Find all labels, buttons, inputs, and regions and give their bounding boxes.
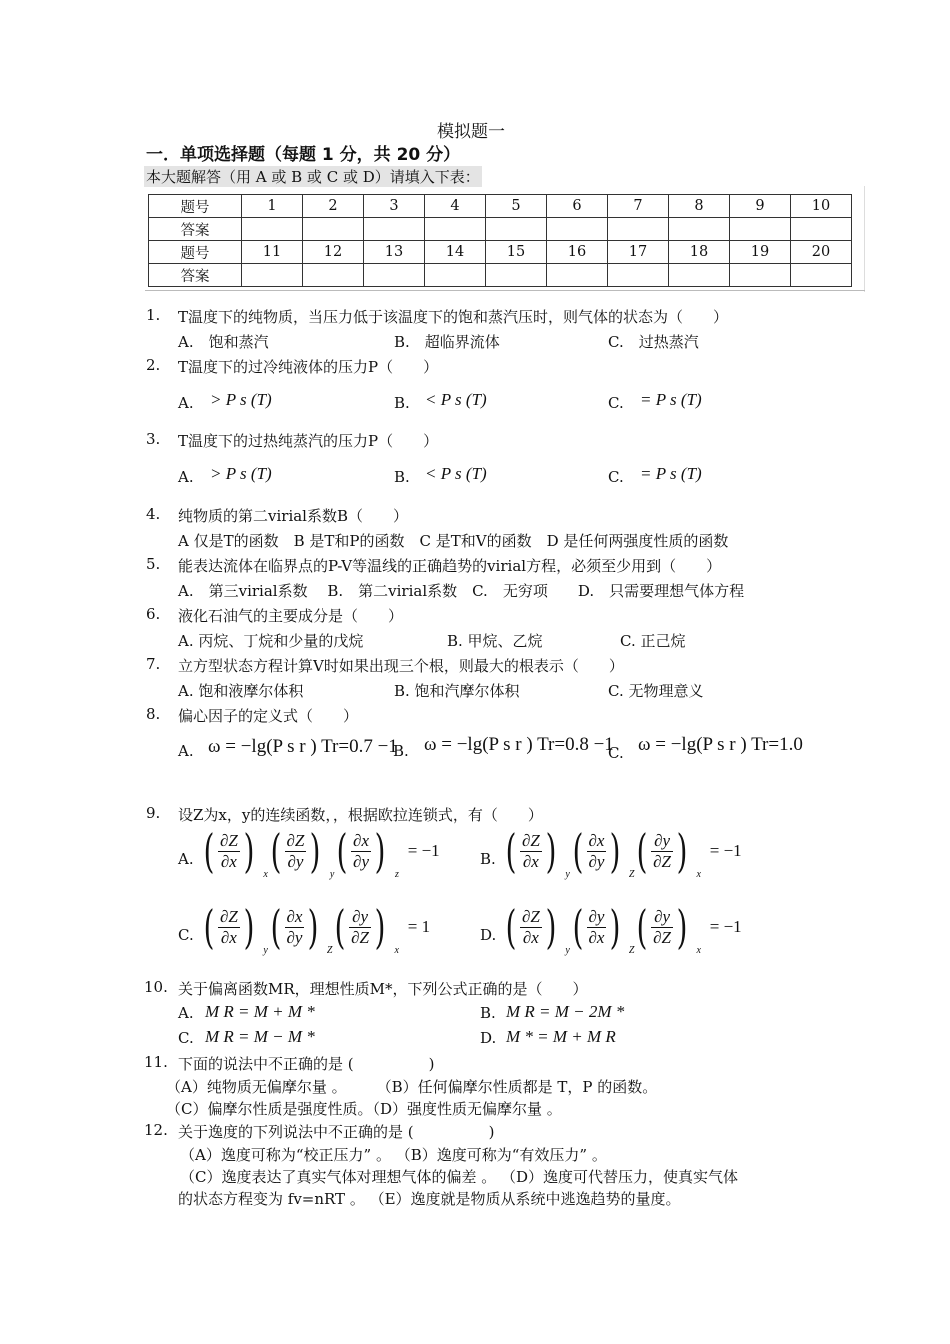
- answer-cell[interactable]: [669, 264, 730, 287]
- question-text: 纯物质的第二virial系数B（ ）: [178, 507, 409, 525]
- option-b: B.: [394, 468, 410, 486]
- statement-line: （A）纯物质无偏摩尔量 。 （B）任何偏摩尔性质都是 T，P 的函数。: [166, 1078, 658, 1096]
- option-c: C. 过热蒸汽: [608, 333, 699, 351]
- option-d-formula: M * = M + M R: [506, 1027, 616, 1046]
- option-b: B. 饱和汽摩尔体积: [394, 682, 520, 700]
- option-b: B.: [480, 850, 496, 868]
- cell: 8: [669, 195, 730, 218]
- answer-cell[interactable]: [669, 218, 730, 241]
- cell: 20: [791, 241, 852, 264]
- option-a: A.: [178, 468, 194, 486]
- option-a-formula: > P s (T): [210, 464, 272, 483]
- section-heading: 一．单项选择题（每题 1 分，共 20 分）: [146, 145, 461, 165]
- cell: 18: [669, 241, 730, 264]
- question-number: 2.: [146, 356, 161, 374]
- answer-cell[interactable]: [303, 264, 364, 287]
- question-text: 液化石油气的主要成分是（ ）: [178, 607, 404, 625]
- question-text: 能表达流体在临界点的P-V等温线的正确趋势的virial方程，必须至少用到（ ）: [178, 557, 722, 575]
- cell: 1: [242, 195, 303, 218]
- cell: 15: [486, 241, 547, 264]
- option-b-formula: ( $\frac{\partial Z}{\partial x}$ ) y ( $\frac{\partial x}{\partial y}$ ) Z ( $\frac{\partial y}{\partial Z}$ ) x = −1: [505, 824, 742, 880]
- question-text: 立方型状态方程计算V时如果出现三个根，则最大的根表示（ ）: [178, 657, 624, 675]
- question-text: T温度下的过热纯蒸汽的压力P（ ）: [178, 432, 439, 450]
- option-a: A. 丙烷、丁烷和少量的戊烷: [178, 632, 364, 650]
- cell: 6: [547, 195, 608, 218]
- option-d: D.: [480, 1029, 497, 1047]
- table-row: [149, 241, 852, 264]
- option-c-formula: = P s (T): [640, 464, 702, 483]
- answer-cell[interactable]: [486, 218, 547, 241]
- table-bottom-rule: [145, 290, 865, 291]
- option-a-formula: ω = −lg(P s r ) Tr=0.7 −1: [208, 736, 398, 757]
- cell: 4: [425, 195, 486, 218]
- option-c-formula: M R = M − M *: [205, 1027, 315, 1046]
- option-b-formula: M R = M − 2M *: [506, 1002, 625, 1021]
- statement-line: 的状态方程变为 fv=nRT 。 （E）逸度就是物质从系统中逃逸趋势的量度。: [178, 1190, 681, 1208]
- cell: 2: [303, 195, 364, 218]
- question-number: 5.: [146, 555, 161, 573]
- option-d-formula: ( $\frac{\partial Z}{\partial x}$ ) y ( $\frac{\partial y}{\partial x}$ ) Z ( $\frac{\partial y}{\partial Z}$ ) x = −1: [505, 900, 742, 956]
- answer-cell[interactable]: [608, 264, 669, 287]
- answer-cell[interactable]: [547, 218, 608, 241]
- options-line: A 仅是T的函数 B 是T和P的函数 C 是T和V的函数 D 是任何两强度性质的函数: [178, 532, 729, 550]
- table-edge: [864, 186, 865, 292]
- row-label: 题号: [149, 195, 242, 218]
- answer-cell[interactable]: [364, 218, 425, 241]
- cell: 14: [425, 241, 486, 264]
- answer-cell[interactable]: [242, 264, 303, 287]
- cell: 9: [730, 195, 791, 218]
- answer-cell[interactable]: [425, 218, 486, 241]
- option-b-formula: < P s (T): [425, 464, 487, 483]
- answer-cell[interactable]: [730, 218, 791, 241]
- answer-cell[interactable]: [486, 264, 547, 287]
- answer-cell[interactable]: [547, 264, 608, 287]
- statement-line: （C）偏摩尔性质是强度性质。（D）强度性质无偏摩尔量 。: [166, 1100, 562, 1118]
- option-c: C. 正己烷: [620, 632, 686, 650]
- answer-cell[interactable]: [242, 218, 303, 241]
- option-a-formula: > P s (T): [210, 390, 272, 409]
- option-a: A.: [178, 1004, 194, 1022]
- option-c-formula: ω = −lg(P s r ) Tr=1.0: [638, 734, 803, 755]
- statement-line: （C）逸度表达了真实气体对理想气体的偏差 。 （D）逸度可代替压力，使真实气体: [180, 1168, 739, 1186]
- option-b-formula: ω = −lg(P s r ) Tr=0.8 −1: [424, 734, 614, 755]
- cell: 5: [486, 195, 547, 218]
- answer-cell[interactable]: [425, 264, 486, 287]
- answer-cell[interactable]: [791, 218, 852, 241]
- option-b: B. 超临界流体: [394, 333, 500, 351]
- cell: 11: [242, 241, 303, 264]
- option-b: B.: [393, 742, 409, 760]
- cell: 12: [303, 241, 364, 264]
- instruction: 本大题解答（用 A 或 B 或 C 或 D）请填入下表：: [146, 168, 480, 186]
- option-d: D.: [480, 926, 497, 944]
- row-label: 题号: [149, 241, 242, 264]
- option-a: A.: [178, 850, 194, 868]
- option-a-formula: ( $\frac{\partial Z}{\partial x}$ ) x ( $\frac{\partial Z}{\partial y}$ ) y ( $\frac{\partial x}{\partial y}$ ) z = −1: [203, 824, 440, 880]
- option-c: C.: [178, 926, 194, 944]
- cell: 19: [730, 241, 791, 264]
- question-number: 12.: [144, 1121, 168, 1139]
- table-row: [149, 218, 852, 241]
- option-a-formula: M R = M + M *: [205, 1002, 315, 1021]
- question-number: 8.: [146, 705, 161, 723]
- answer-cell[interactable]: [364, 264, 425, 287]
- option-c: C.: [178, 1029, 194, 1047]
- question-number: 10.: [144, 978, 168, 996]
- option-b: B. 甲烷、乙烷: [447, 632, 543, 650]
- cell: 16: [547, 241, 608, 264]
- option-a: A.: [178, 742, 194, 760]
- answer-cell[interactable]: [791, 264, 852, 287]
- option-a: A. 饱和蒸汽: [178, 333, 269, 351]
- statement-line: （A）逸度可称为“校正压力” 。 （B）逸度可称为“有效压力” 。: [180, 1146, 607, 1164]
- option-c: C. 无物理意义: [608, 682, 704, 700]
- option-a: A.: [178, 394, 194, 412]
- question-text: 关于偏离函数MR，理想性质M*，下列公式正确的是（ ）: [178, 980, 588, 998]
- answer-cell[interactable]: [303, 218, 364, 241]
- options-line: A. 第三virial系数 B. 第二virial系数 C. 无穷项 D. 只需要理想气体方程: [178, 582, 745, 600]
- question-number: 1.: [146, 306, 161, 324]
- table-row: [149, 195, 852, 218]
- answer-table: [148, 194, 852, 287]
- table-row: [149, 264, 852, 287]
- cell: 3: [364, 195, 425, 218]
- cell: 17: [608, 241, 669, 264]
- question-number: 3.: [146, 430, 161, 448]
- option-c-formula: ( $\frac{\partial Z}{\partial x}$ ) y ( $\frac{\partial x}{\partial y}$ ) Z ( $\frac{\partial y}{\partial Z}$ ) x = 1: [203, 900, 431, 956]
- option-b: B.: [480, 1004, 496, 1022]
- answer-cell[interactable]: [730, 264, 791, 287]
- question-text: T温度下的过冷纯液体的压力P（ ）: [178, 358, 439, 376]
- option-c: C.: [608, 744, 624, 762]
- option-c-formula: = P s (T): [640, 390, 702, 409]
- option-c: C.: [608, 394, 624, 412]
- question-text: 偏心因子的定义式（ ）: [178, 707, 359, 725]
- option-a: A. 饱和液摩尔体积: [178, 682, 304, 700]
- page-title: 模拟题一: [437, 122, 505, 142]
- option-b-formula: < P s (T): [425, 390, 487, 409]
- question-text: T温度下的纯物质，当压力低于该温度下的饱和蒸汽压时，则气体的状态为（ ）: [178, 308, 729, 326]
- option-b: B.: [394, 394, 410, 412]
- question-number: 7.: [146, 655, 161, 673]
- question-text: 下面的说法中不正确的是 ( ): [178, 1055, 435, 1073]
- question-number: 4.: [146, 505, 161, 523]
- option-c: C.: [608, 468, 624, 486]
- question-number: 6.: [146, 605, 161, 623]
- question-number: 9.: [146, 804, 161, 822]
- cell: 13: [364, 241, 425, 264]
- row-label: 答案: [149, 264, 242, 287]
- question-text: 关于逸度的下列说法中不正确的是 ( ): [178, 1123, 495, 1141]
- cell: 7: [608, 195, 669, 218]
- answer-cell[interactable]: [608, 218, 669, 241]
- question-number: 11.: [144, 1053, 168, 1071]
- row-label: 答案: [149, 218, 242, 241]
- question-text: 设Z为x，y的连续函数，，根据欧拉连锁式，有（ ）: [178, 806, 543, 824]
- cell: 10: [791, 195, 852, 218]
